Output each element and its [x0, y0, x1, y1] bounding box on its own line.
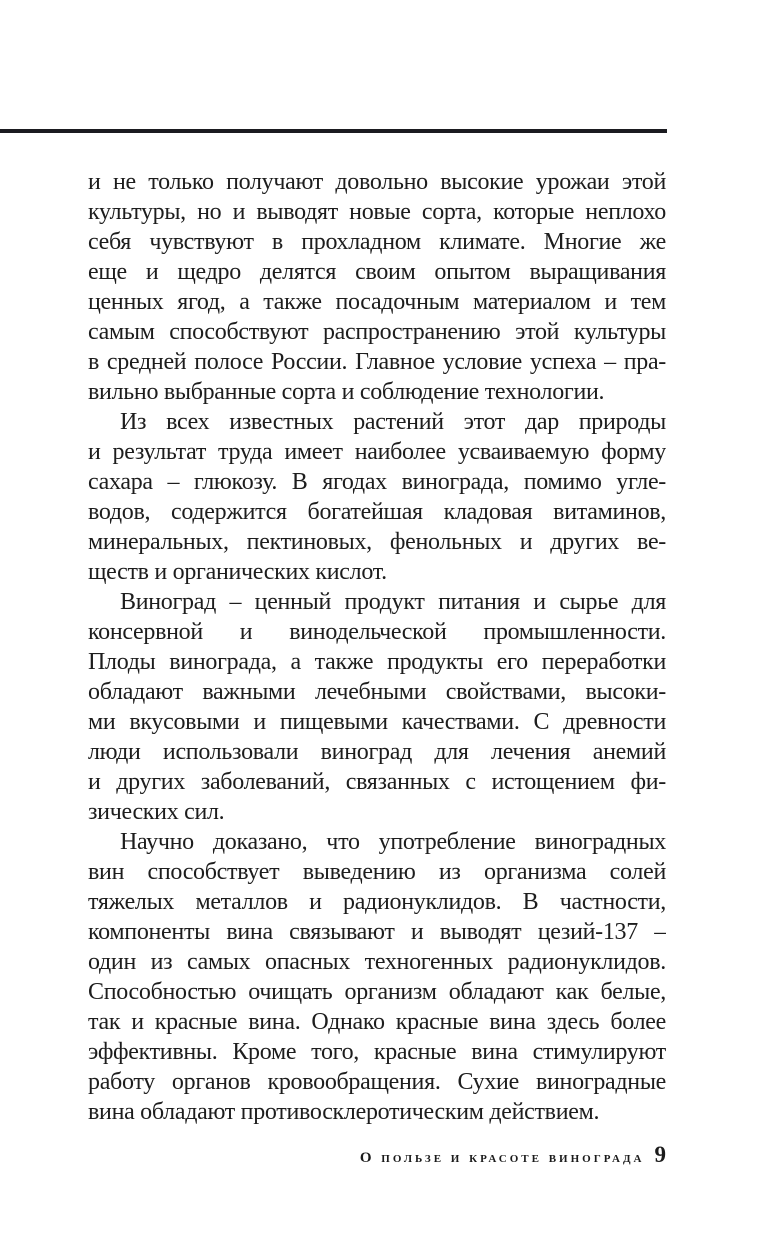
text-line: Плоды винограда, а также продукты его переработки [88, 649, 666, 675]
text-line: культуры, но и выводят новые сорта, которые неплохо [88, 199, 666, 225]
text-line: обладают важными лечебными свойствами, высоки- [88, 679, 666, 705]
text-line: Способностью очищать организм обладают как белые, [88, 979, 666, 1005]
text-line: еще и щедро делятся своим опытом выращивания [88, 259, 666, 285]
text-line: один из самых опасных техногенных радионуклидов. [88, 949, 666, 975]
text-line: самым способствуют распространению этой культуры [88, 319, 666, 345]
text-line: ществ и органических кислот. [88, 559, 387, 585]
text-line: Научно доказано, что употребление виноградных [120, 829, 666, 855]
body-text [88, 167, 666, 1127]
page-footer [360, 1142, 666, 1168]
text-line: Из всех известных растений этот дар природы [120, 409, 666, 435]
text-line: эффективны. Кроме того, красные вина стимулируют [88, 1039, 666, 1065]
page-number: 9 [654, 1142, 666, 1167]
text-line: себя чувствуют в прохладном климате. Многие же [88, 229, 666, 255]
text-line: и других заболеваний, связанных с истощением фи- [88, 769, 666, 795]
text-line: работу органов кровообращения. Сухие виноградные [88, 1069, 666, 1095]
text-line: и не только получают довольно высокие урожаи этой [88, 169, 666, 195]
text-line: Виноград – ценный продукт питания и сырье для [120, 589, 666, 615]
running-title: О пользе и красоте винограда [359, 1150, 645, 1166]
text-line: в средней полосе России. Главное условие успеха – пра- [88, 349, 666, 375]
text-line: вина обладают противосклеротическим действием. [88, 1099, 600, 1125]
text-line: и результат труда имеет наиболее усваиваемую форму [88, 439, 666, 465]
text-line: вильно выбранные сорта и соблюдение технологии. [88, 379, 605, 405]
text-line: ми вкусовыми и пищевыми качествами. С древности [88, 709, 666, 735]
text-line: зических сил. [88, 799, 225, 825]
text-line: компоненты вина связывают и выводят цезий-137 – [88, 919, 666, 945]
text-line: вин способствует выведению из организма солей [88, 859, 666, 885]
text-line: сахара – глюкозу. В ягодах винограда, помимо угле- [88, 469, 666, 495]
text-line: консервной и винодельческой промышленности. [88, 619, 666, 645]
text-line: минеральных, пектиновых, фенольных и других ве- [88, 529, 666, 555]
text-line: люди использовали виноград для лечения анемий [88, 739, 666, 765]
text-line: так и красные вина. Однако красные вина здесь более [88, 1009, 666, 1035]
text-line: тяжелых металлов и радионуклидов. В частности, [88, 889, 666, 915]
text-line: водов, содержится богатейшая кладовая витаминов, [88, 499, 666, 525]
header-rule [0, 129, 667, 133]
text-line: ценных ягод, а также посадочным материалом и тем [88, 289, 666, 315]
